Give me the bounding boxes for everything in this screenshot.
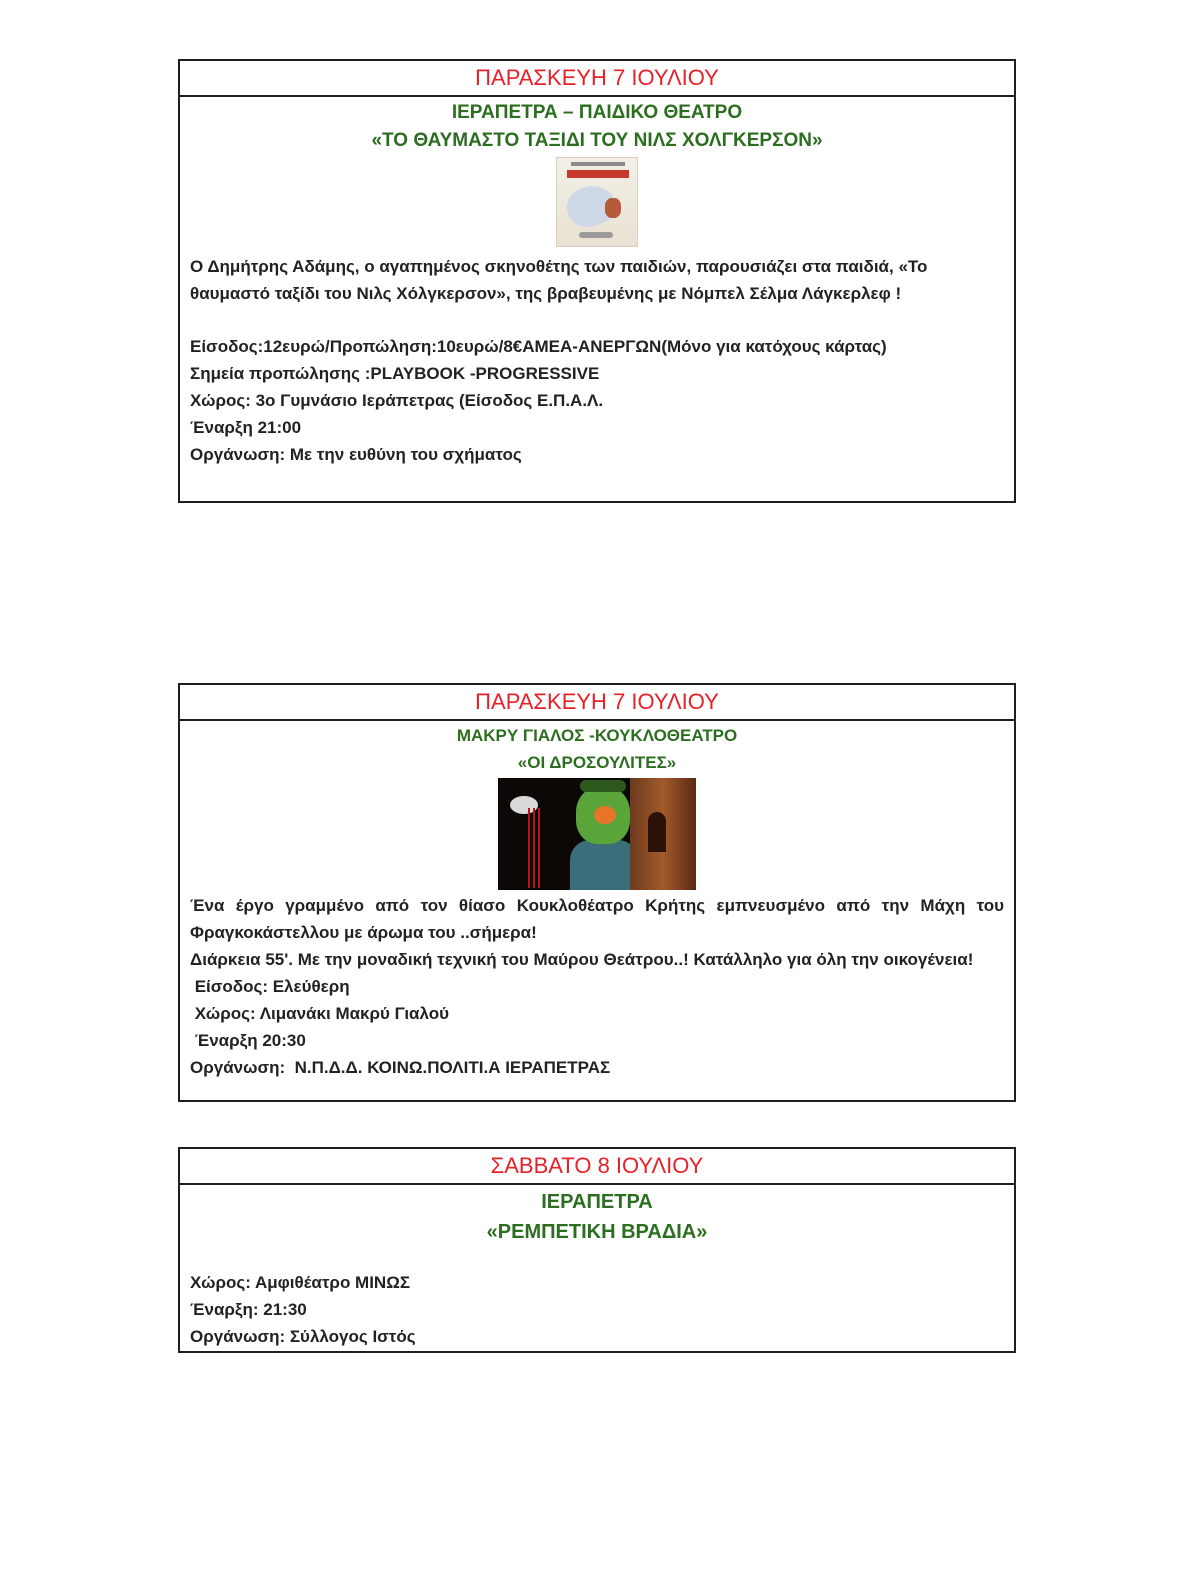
event-description: Ένα έργο γραμμένο από τον θίασο Κουκλοθέατρο Κρήτης εμπνευσμένο από την Μάχη του Φραγκοκάστελλου με άρωμα του ..σήμερα! [190, 896, 1004, 942]
event-start: Έναρξη: 21:30 [190, 1300, 307, 1319]
puppet-show-photo [498, 778, 696, 890]
event-venue: Χώρος: Αμφιθέατρο ΜΙΝΩΣ [190, 1273, 411, 1292]
event-title: «ΟΙ ΔΡΟΣΟΥΛΙΤΕΣ» [517, 753, 677, 772]
event-subtitle: ΙΕΡΑΠΕΤΡΑ – ΠΑΙΔΙΚΟ ΘΕΑΤΡΟ [451, 102, 743, 123]
event-card-2 [178, 683, 1016, 1102]
book-cover-image [556, 157, 638, 247]
event-description: Ο Δημήτρης Αδάμης, ο αγαπημένος σκηνοθέτης των παιδιών, παρουσιάζει στα παιδιά, «Το θαυμαστό ταξίδι του Νιλς Χόλγκερσον», της βραβευμένης με Νόμπελ Σέλμα Λάγκερλεφ ! [190, 257, 928, 303]
event-date-header: ΠΑΡΑΣΚΕΥΗ 7 ΙΟΥΛΙΟΥ [180, 61, 1014, 97]
event-start: Έναρξη 21:00 [190, 418, 302, 437]
event-subtitle: ΙΕΡΑΠΕΤΡΑ [541, 1191, 653, 1213]
event-venue: Χώρος: 3ο Γυμνάσιο Ιεράπετρας (Είσοδος Ε.Π.Α.Λ. [190, 391, 604, 410]
event-subtitle: ΜΑΚΡΥ ΓΙΑΛΟΣ -ΚΟΥΚΛΟΘΕΑΤΡΟ [456, 726, 738, 745]
event-entry: Είσοδος: Ελεύθερη [190, 977, 350, 996]
event-card-3 [178, 1147, 1016, 1353]
event-title: «ΡΕΜΠΕΤΙΚΗ ΒΡΑΔΙΑ» [486, 1221, 708, 1243]
event-title: «ΤΟ ΘΑΥΜΑΣΤΟ ΤΑΞΙΔΙ ΤΟΥ ΝΙΛΣ ΧΟΛΓΚΕΡΣΟΝ» [371, 130, 823, 151]
event-organizer: Οργάνωση: Ν.Π.Δ.Δ. ΚΟΙΝΩ.ΠΟΛΙΤΙ.Α ΙΕΡΑΠΕΤΡΑΣ [190, 1058, 611, 1077]
event-venue: Χώρος: Λιμανάκι Μακρύ Γιαλού [190, 1004, 450, 1023]
event-organizer: Οργάνωση: Με την ευθύνη του σχήματος [190, 445, 522, 464]
event-card-1 [178, 59, 1016, 503]
event-presale: Σημεία προπώλησης :PLAYBOOK -PROGRESSIVE [190, 364, 600, 383]
event-date-header: ΣΑΒΒΑΤΟ 8 ΙΟΥΛΙΟΥ [180, 1149, 1014, 1185]
event-entry: Είσοδος:12ευρώ/Προπώληση:10ευρώ/8€ΑΜΕΑ-ΑΝΕΡΓΩΝ(Μόνο για κατόχους κάρτας) [190, 337, 887, 356]
event-description-2: Διάρκεια 55'. Με την μοναδική τεχνική του Μαύρου Θεάτρου..! Κατάλληλο για όλη την οικογένεια! [190, 950, 974, 969]
event-date-header: ΠΑΡΑΣΚΕΥΗ 7 ΙΟΥΛΙΟΥ [180, 685, 1014, 721]
event-start: Έναρξη 20:30 [190, 1031, 306, 1050]
event-organizer: Οργάνωση: Σύλλογος Ιστός [190, 1327, 416, 1346]
